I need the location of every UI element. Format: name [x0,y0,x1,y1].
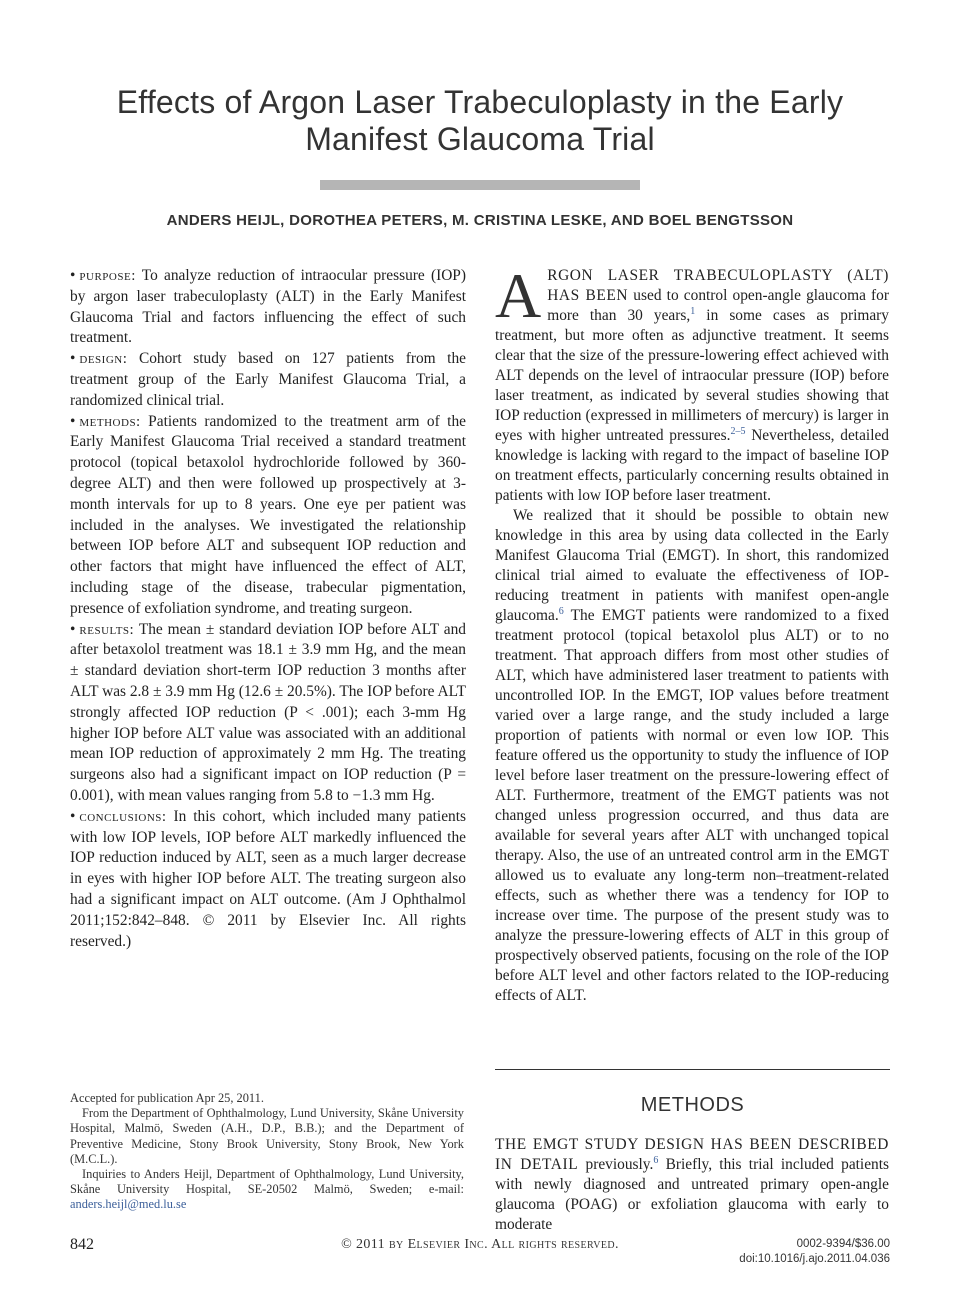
intro-paragraph-1 [495,260,889,506]
abstract-label: methods: [79,413,141,430]
intro-text: used to control open-angle glaucoma for more than 30 years, [547,287,889,324]
intro-text: Nevertheless, detailed knowledge is lacking with regard to the impact of baseline IOP on treatment effects, particularly concerning results obtained in patients with low IOP before laser treatment. [495,427,889,504]
abstract-results [70,620,466,807]
article-title: Effects of Argon Laser Trabeculoplasty in the Early Manifest Glaucoma Trial [116,84,844,157]
methods-paragraph [495,1135,889,1235]
abstract-text: The mean ± standard deviation IOP before ALT and after betaxolol treatment was 18.1 ± 3.9 mm Hg, and the mean ± standard deviation short-term IOP reduction 3 months after ALT was 2.8 ± 3.9 mm Hg (12.6 ± 20.5%). The IOP before ALT strongly affected IOP reduction (P < .001); each 3-mm Hg higher IOP before ALT value was associated with an additional mean IOP reduction of approximately 2 mm Hg. The treating surgeons also had a significant impact on IOP reduction (P = 0.001), with mean values ranging from 5.8 to −1.3 mm Hg. [70,620,466,804]
abstract-label: purpose: [79,268,136,284]
citation-ref[interactable]: 2–5 [730,425,746,437]
bullet-icon: • [70,412,76,430]
intro-paragraph-2 [495,506,889,1006]
abstract-label: design: [79,351,128,368]
issn-doi [680,1237,890,1267]
abstract-design [70,349,466,411]
abstract-text: Cohort study based on 127 patients from the treatment group of the Early Manifest Glaucoma Trial, a randomized clinical trial. [70,350,466,409]
abstract-conclusions [70,807,466,953]
abstract-label: results: [79,621,135,638]
inquiries-text: Inquiries to Anders Heijl, Department of Ophthalmology, Lund University, Skåne University Hospital, SE-20502 Malmö, Sweden; e-mail: [70,1167,464,1197]
intro-text: in some cases as primary treatment, but more often as adjunctive treatment. It seems clear that the size of the pressure-lowering effect achieved with ALT depends on the level of intraocular pressure (IOP) before laser treatment, as indicated by several studies showing that IOP reduction (expressed in millimeters of mercury) is larger in eyes with higher untreated pressures. [495,307,889,444]
citation-ref[interactable]: 1 [690,305,696,317]
abstract [70,266,466,952]
footnotes [70,1091,464,1213]
bullet-icon: • [70,620,76,638]
section-divider [495,1069,890,1070]
citation-ref[interactable]: 6 [558,605,564,617]
inquiries-note [70,1167,464,1213]
intro-text: We realized that it should be possible to obtain new knowledge in this area by using data collected in the Early Manifest Glaucoma Trial (EMGT). In short, this randomized clinical trial aimed to evaluate the effectiveness of IOP-reducing treatment in patients with manifest open-angle glaucoma. [495,507,889,624]
abstract-text: Patients randomized to the treatment arm of the Early Manifest Glaucoma Trial received a standard treatment protocol (topical betaxolol hydrochloride followed by 360-degree ALT) and then were followed up prospectively at 3-month intervals for up to 8 years. One eye per patient was included in the analyses. We investigated the relationship between IOP before ALT and subsequent IOP reduction and other factors that might have influenced the effect of ALT, including stage of the disease, trabecular pigmentation, presence of exfoliation syndrome, and treating surgeon. [70,412,466,617]
accepted-date: Accepted for publication Apr 25, 2011. [70,1091,264,1105]
methods-text: Briefly, this trial included patients with newly diagnosed and untreated primary open-angle glaucoma (POAG) or exfoliation glaucoma with early to moderate [495,1156,889,1233]
drop-cap: A [495,260,542,331]
page-number: 842 [70,1236,94,1253]
abstract-text: To analyze reduction of intraocular pressure (IOP) by argon laser trabeculoplasty (ALT) in the Early Manifest Glaucoma Trial and factors influencing the effect of such treatment. [70,267,466,347]
copyright-notice: © 2011 by Elsevier Inc. All rights reserved. [341,1237,619,1252]
email-link[interactable]: anders.heijl@med.lu.se [70,1197,187,1212]
doi[interactable]: doi:10.1016/j.ajo.2011.04.036 [739,1253,890,1265]
issn: 0002-9394/$36.00 [796,1238,890,1250]
affiliation-note: From the Department of Ophthalmology, Lund University, Skåne University Hospital, Malmö, Sweden (A.H., D.P., B.B.); and the Department of Preventive Medicine, Stony Brook University, Stony Brook, New York (M.C.L.). [70,1106,464,1166]
bullet-icon: • [70,267,76,284]
intro-lead-caps: RGON LASER TRABECULOPLASTY (ALT) HAS BEEN [547,267,889,304]
abstract-text: In this cohort, which included many patients with low IOP levels, IOP before ALT markedly influenced the IOP reduction induced by ALT, seen as a much larger decrease in eyes with higher IOP before ALT. The treating surgeon also had a significant impact on ALT outcome. (Am J Ophthalmol 2011;152:842–848. © 2011 by Elsevier Inc. All rights reserved.) [70,807,466,950]
abstract-purpose [70,266,466,349]
title-divider-bar [320,180,640,190]
citation-ref[interactable]: 6 [653,1154,659,1166]
bullet-icon: • [70,350,76,368]
intro-text: The EMGT patients were randomized to a fixed treatment protocol (topical betaxolol plus ALT) or to no treatment. That approach differs from most other studies of ALT, which have administered laser treatment to patients with uncontrolled IOP. In the EMGT, IOP values before treatment varied over a large range, and the study included a large proportion of patients with normal or even low IOP. This feature offered us the opportunity to study the influence of IOP level before laser treatment on the pressure-lowering effect of ALT. Furthermore, treatment of the EMGT patients was not changed unless progression occurred, and thus data are available for several years after ALT with unchanged topical therapy. Also, the use of an untreated control arm in the EMGT allowed us to evaluate any long-term non–treatment-related effects, such as whether there was a tendency for IOP to increase over time. The purpose of the present study was to analyze the pressure-lowering effects of ALT in this group of prospectively observed patients, focusing on the role of the IOP before ALT level and other factors related to the IOP-reducing effects of ALT. [495,607,889,1004]
bullet-icon: • [70,807,76,825]
abstract-label: conclusions: [79,808,167,825]
methods-heading: METHODS [640,1094,745,1116]
author-list: ANDERS HEIJL, DOROTHEA PETERS, M. CRISTINA LESKE, AND BOEL BENGTSSON [166,212,794,229]
abstract-methods [70,412,466,620]
methods-lead-caps: THE EMGT STUDY DESIGN HAS BEEN DESCRIBED IN DETAIL [495,1136,889,1173]
methods-text: previously. [578,1156,654,1173]
introduction [495,260,889,1006]
